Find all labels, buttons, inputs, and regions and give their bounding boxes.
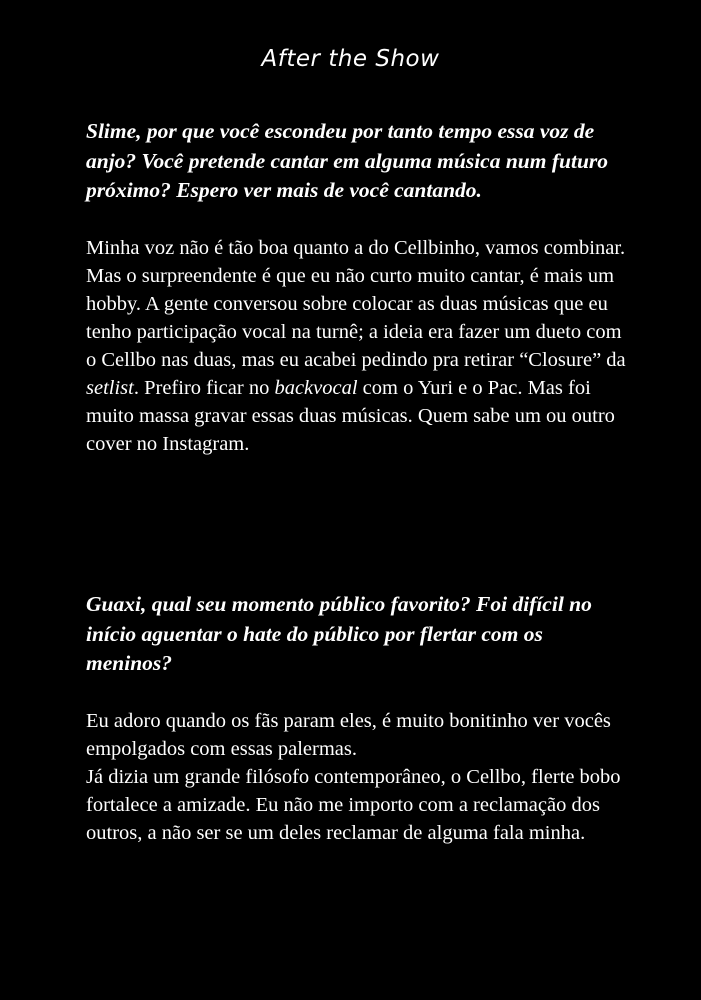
question-2: Guaxi, qual seu momento público favorito? Foi difícil no início aguentar o hate do público por flertar com os meninos?	[86, 592, 592, 675]
answer-2-line-1: Eu adoro quando os fãs param eles, é muito bonitinho ver vocês empolgados com essas palermas.	[86, 709, 611, 760]
page-title: After the Show	[261, 46, 440, 72]
answer-2	[86, 707, 626, 847]
answer-1-emphasis-backvocal: backvocal	[274, 376, 358, 399]
answer-1-text-a: Minha voz não é tão boa quanto a do Cellbinho, vamos combinar. Mas o surpreendente é que eu não curto muito cantar, é mais um hobby. A gente conversou sobre colocar as duas músicas que eu tenho participação vocal na turnê; a ideia era fazer um dueto com o Cellbo nas duas, mas eu acabei pedindo pra retirar “Closure” da	[86, 236, 626, 371]
answer-1-text-b: . Prefiro ficar no	[133, 376, 275, 399]
answer-1-emphasis-setlist: setlist	[86, 376, 134, 399]
answer-1-text-c: com o Yuri e o Pac. Mas foi muito massa gravar essas duas músicas. Quem sabe um ou outro cover no Instagram.	[86, 376, 615, 455]
qa-block-1	[86, 117, 626, 458]
answer-2-line-2: Já dizia um grande filósofo contemporâneo, o Cellbo, flerte bobo fortalece a amizade. Eu não me importo com a reclamação dos outros, a não ser se um deles reclamar de alguma fala minha.	[86, 765, 621, 844]
answer-1	[86, 234, 626, 458]
qa-block-2	[86, 590, 626, 847]
question-1: Slime, por que você escondeu por tanto tempo essa voz de anjo? Você pretende cantar em alguma música num futuro próximo? Espero ver mais de você cantando.	[86, 119, 609, 202]
